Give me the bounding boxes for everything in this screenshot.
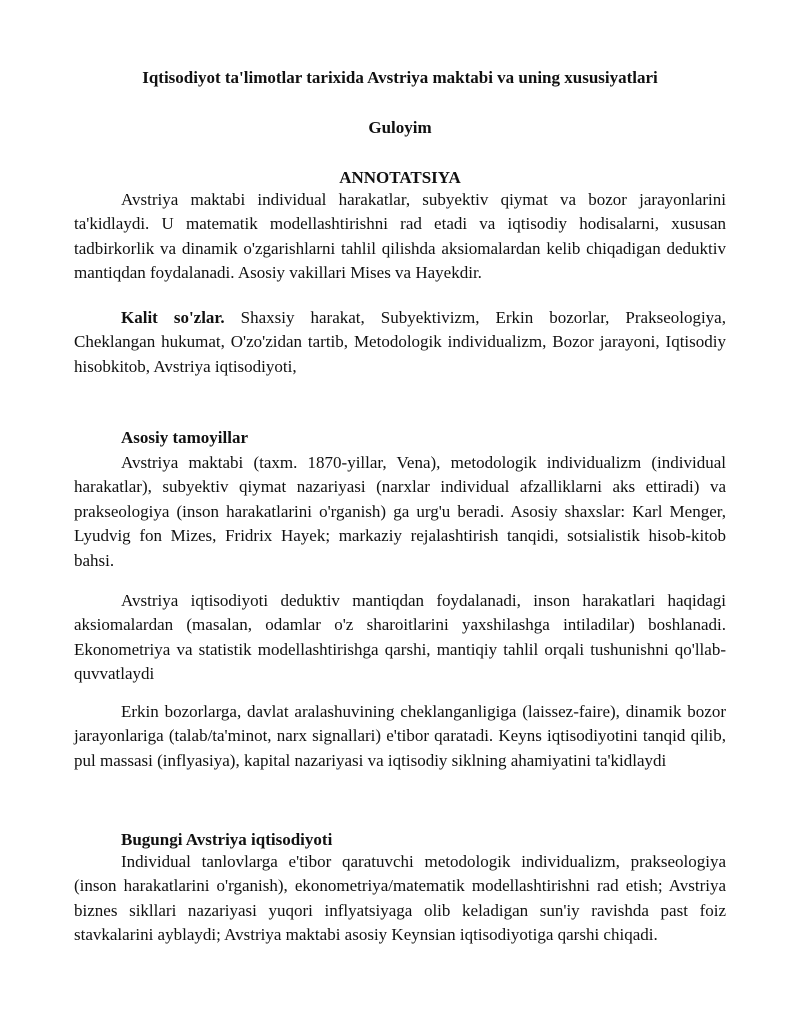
keywords-paragraph bbox=[74, 306, 726, 379]
principles-paragraph-3: Erkin bozorlarga, davlat aralashuvining cheklanganligiga (laissez-faire), dinamik bozor jarayonlariga (talab/ta'minot, narx signallari) e'tibor qaratadi. Keyns iqtisodiyotini tanqid qilib, pul massasi (inflyasiya), kapital nazariyasi va iqtisodiy siklning ahamiyatini ta'kidlaydi bbox=[74, 702, 726, 770]
document-title: Iqtisodiyot ta'limotlar tarixida Avstriya maktabi va uning xususiyatlari bbox=[142, 68, 658, 87]
annotation-paragraph: Avstriya maktabi individual harakatlar, subyektiv qiymat va bozor jarayonlarini ta'kidlaydi. U matematik modellashtirishni rad etadi va iqtisodiy hodisalarni, xususan tadbirkorlik va dinamik o'zgarishlarni tahlil qilishda aksiomalardan kelib chiqadigan deduktiv mantiqdan foydalanadi. Asosiy vakillari Mises va Hayekdir. bbox=[74, 190, 726, 283]
principles-paragraph-2: Avstriya iqtisodiyoti deduktiv mantiqdan foydalanadi, inson harakatlari haqidagi aksiomalardan (masalan, odamlar o'z sharoitlarini yaxshilashga intiladilar) boshlanadi. Ekonometriya va statistik modellashtirishga qarshi, mantiqiy tahlil orqali tushunishni qo'llab-quvvatlaydi bbox=[74, 591, 726, 684]
document-author: Guloyim bbox=[368, 118, 432, 137]
annotation-heading: ANNOTATSIYA bbox=[339, 168, 461, 187]
today-paragraph-1: Individual tanlovlarga e'tibor qaratuvchi metodologik individualizm, prakseologiya (inson harakatlarini o'rganish), ekonometriya/matematik modellashtirishni rad etish; Avstriya biznes sikllari nazariyasi yuqori inflyatsiyaga olib keladigan sun'iy ravishda past foiz stavkalarini ayblaydi; Avstriya maktabi asosiy Keynsian iqtisodiyotiga qarshi chiqadi. bbox=[74, 852, 726, 945]
keywords-text: Shaxsiy harakat, Subyektivizm, Erkin bozorlar, Prakseologiya, Cheklangan hukumat, O'zo'zidan tartib, Metodologik individualizm, Bozor jarayoni, Iqtisodiy hisobkitob, Avstriya iqtisodiyoti, bbox=[74, 308, 726, 376]
section-heading-today: Bugungi Avstriya iqtisodiyoti bbox=[121, 830, 333, 849]
section-heading-principles: Asosiy tamoyillar bbox=[121, 428, 249, 447]
keywords-label: Kalit so'zlar. bbox=[121, 308, 225, 327]
principles-paragraph-1: Avstriya maktabi (taxm. 1870-yillar, Vena), metodologik individualizm (individual harakatlar), subyektiv qiymat nazariyasi (narxlar individual afzalliklarni aks ettiradi) va prakseologiya (inson harakatlarini o'rganish) ga urg'u beradi. Asosiy shaxslar: Karl Menger, Lyudvig fon Mizes, Fridrix Hayek; markaziy rejalashtirish tanqidi, sotsialistik hisob-kitob bahsi. bbox=[74, 453, 726, 570]
